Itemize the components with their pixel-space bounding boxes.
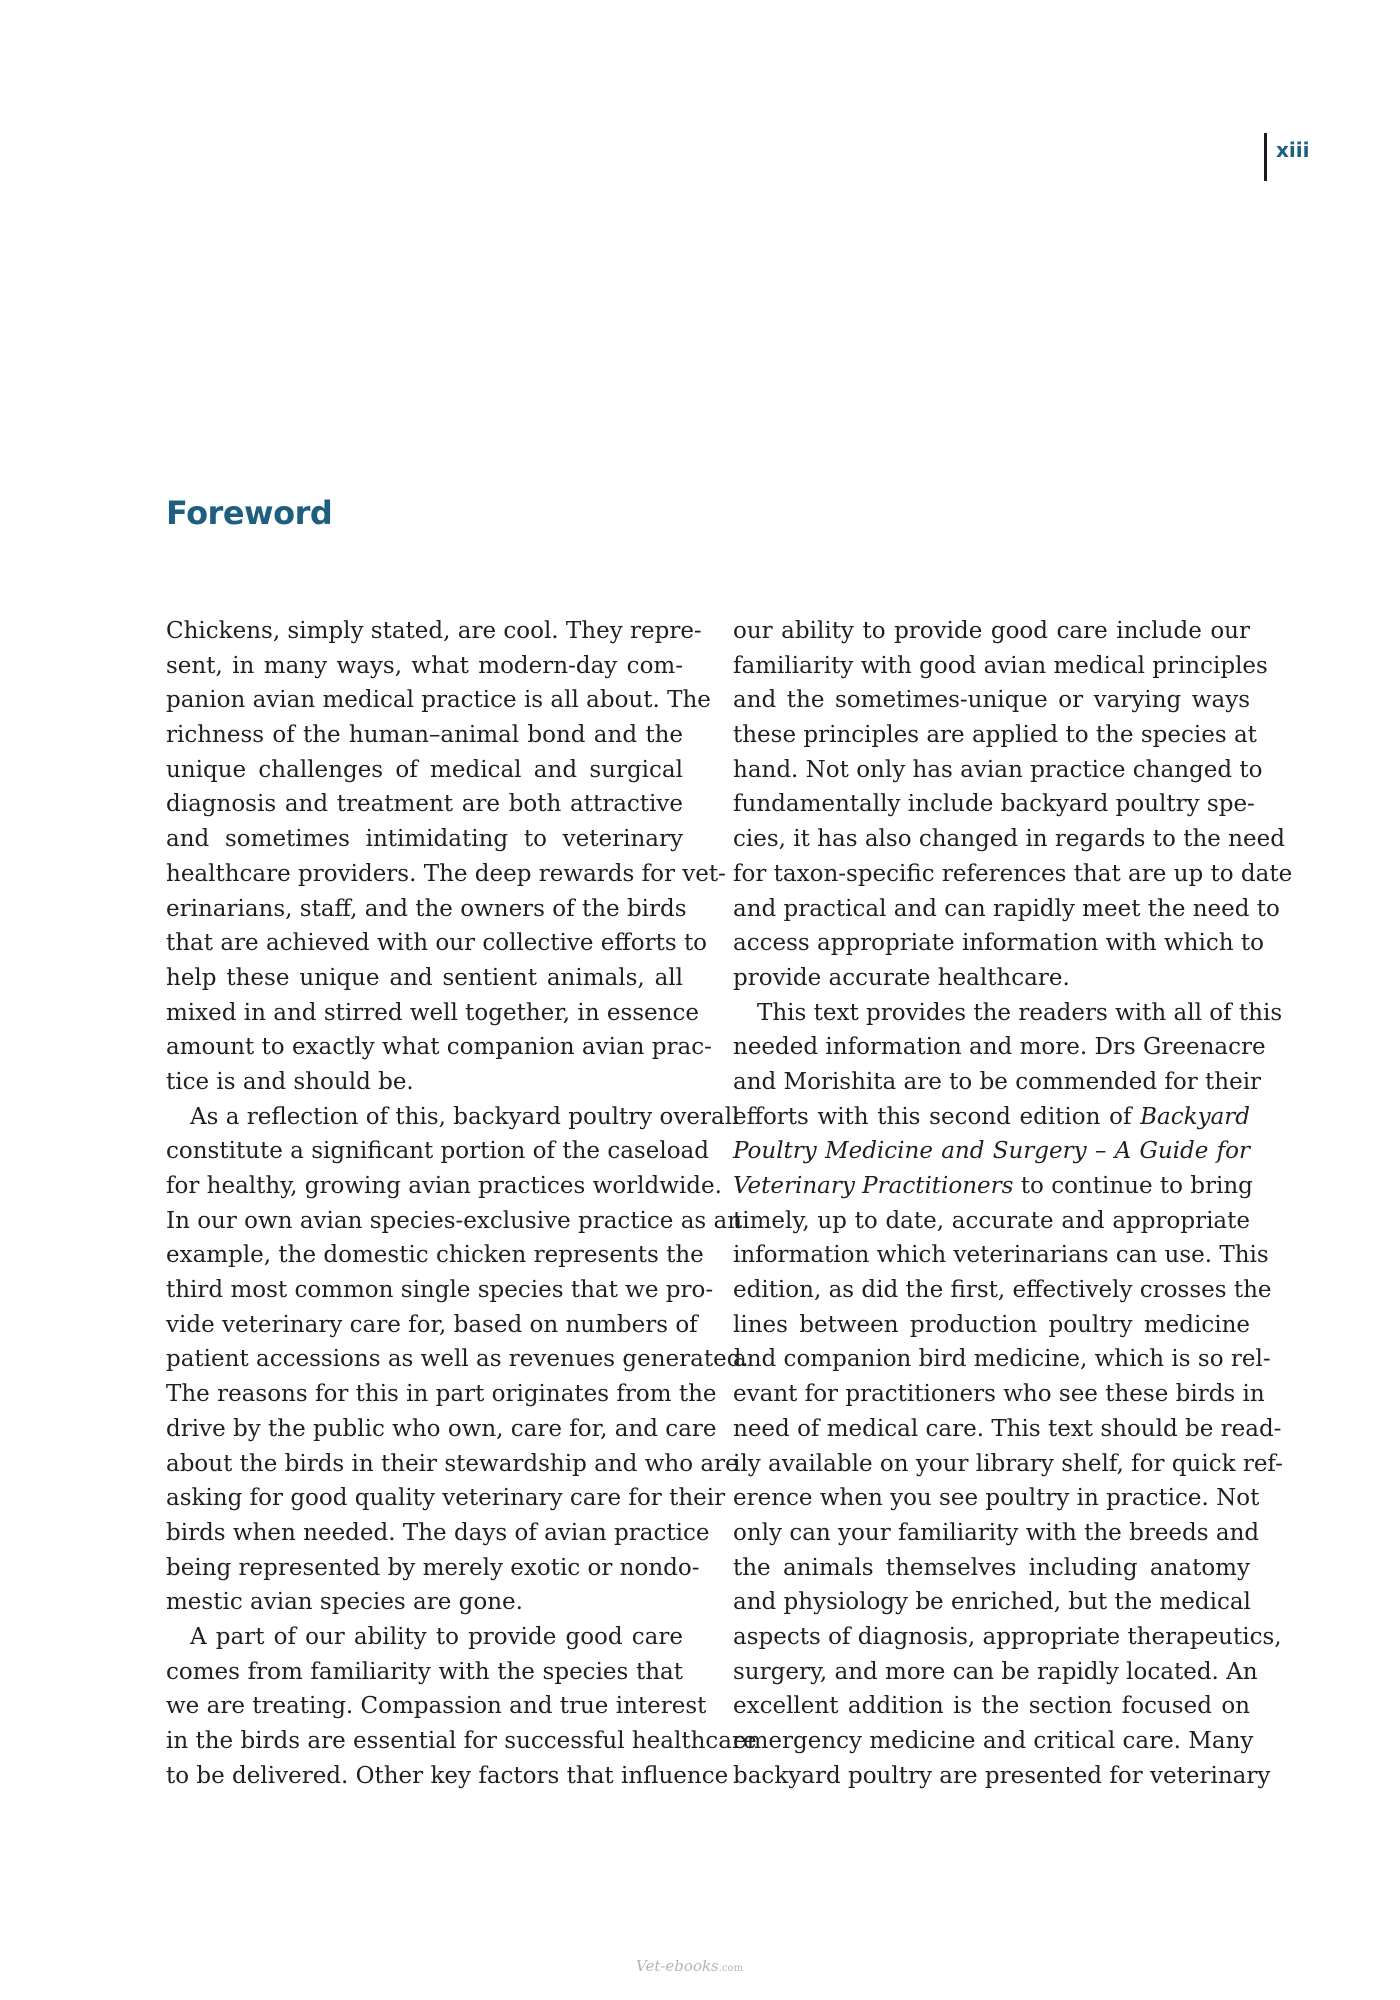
text-line: that are achieved with our collective efforts to xyxy=(166,930,708,957)
text-line: ily available on your library shelf, for quick ref- xyxy=(733,1450,1283,1477)
text-line: backyard poultry are presented for veterinary xyxy=(733,1762,1271,1789)
left-text-column xyxy=(166,614,757,1793)
text-line: aspects of diagnosis, appropriate therapeutics, xyxy=(733,1623,1282,1650)
text-line: As a reflection of this, backyard poultry overall xyxy=(190,1103,740,1130)
watermark-suffix: .com xyxy=(718,1963,744,1974)
watermark-logo xyxy=(636,1957,743,1975)
text-segment: to continue to bring xyxy=(1013,1173,1253,1199)
text-line: This text provides the readers with all of this xyxy=(757,999,1283,1026)
text-line: timely, up to date, accurate and appropriate xyxy=(733,1207,1250,1234)
page-number: xiii xyxy=(1264,133,1309,181)
text-line: richness of the human–animal bond and the xyxy=(166,722,683,749)
text-line: help these unique and sentient animals, all xyxy=(166,964,683,991)
text-line: these principles are applied to the species at xyxy=(733,722,1257,749)
text-line: needed information and more. Drs Greenacre xyxy=(733,1034,1266,1061)
text-line: the animals themselves including anatomy xyxy=(733,1554,1250,1581)
text-line: and Morishita are to be commended for their xyxy=(733,1068,1262,1095)
text-line: access appropriate information with which to xyxy=(733,930,1264,957)
text-line: provide accurate healthcare. xyxy=(733,964,1070,991)
text-line: for healthy, growing avian practices worldwide. xyxy=(166,1173,722,1199)
text-line: familiarity with good avian medical principles xyxy=(733,652,1268,679)
text-line: drive by the public who own, care for, and care xyxy=(166,1415,717,1442)
text-segment: efforts with this second edition of xyxy=(733,1103,1141,1130)
text-line: lines between production poultry medicine xyxy=(733,1311,1250,1338)
watermark-name: Vet-ebooks xyxy=(636,1957,719,1975)
text-line: amount to exactly what companion avian prac- xyxy=(166,1034,712,1061)
text-line xyxy=(733,1134,1250,1169)
book-title-part: Veterinary Practitioners xyxy=(733,1173,1014,1199)
text-line: information which veterinarians can use. This xyxy=(733,1242,1269,1269)
text-line: only can your familiarity with the breeds and xyxy=(733,1519,1260,1546)
text-line xyxy=(733,1100,1250,1135)
book-title-part: Backyard xyxy=(1140,1103,1250,1130)
text-line: vide veterinary care for, based on numbers of xyxy=(166,1311,698,1338)
right-text-column xyxy=(733,614,1293,1793)
text-line: birds when needed. The days of avian practice xyxy=(166,1519,710,1546)
text-line: about the birds in their stewardship and who are xyxy=(166,1450,739,1477)
text-line: comes from familiarity with the species that xyxy=(166,1658,683,1685)
text-line: patient accessions as well as revenues generated. xyxy=(166,1346,749,1373)
text-line: mestic avian species are gone. xyxy=(166,1589,523,1616)
text-line: cies, it has also changed in regards to the need xyxy=(733,826,1285,853)
text-line: constitute a significant portion of the caseload xyxy=(166,1138,709,1165)
text-line: In our own avian species-exclusive practice as an xyxy=(166,1207,743,1234)
text-line: excellent addition is the section focused on xyxy=(733,1693,1250,1720)
text-line: edition, as did the first, effectively crosses the xyxy=(733,1277,1272,1304)
text-line: tice is and should be. xyxy=(166,1068,414,1095)
text-line: and physiology be enriched, but the medical xyxy=(733,1589,1251,1616)
chapter-title: Foreword xyxy=(166,494,333,532)
text-line: hand. Not only has avian practice changed to xyxy=(733,756,1263,783)
text-line: evant for practitioners who see these birds in xyxy=(733,1381,1265,1408)
text-line xyxy=(733,1169,1253,1204)
text-line: and companion bird medicine, which is so rel- xyxy=(733,1346,1271,1373)
text-line: sent, in many ways, what modern-day com- xyxy=(166,652,683,679)
text-line: panion avian medical practice is all about. The xyxy=(166,687,711,714)
text-line: emergency medicine and critical care. Many xyxy=(733,1728,1254,1754)
text-line: Chickens, simply stated, are cool. They repre- xyxy=(166,618,702,644)
text-line: asking for good quality veterinary care for their xyxy=(166,1485,726,1512)
text-line: surgery, and more can be rapidly located. An xyxy=(733,1658,1258,1685)
text-line: healthcare providers. The deep rewards for vet- xyxy=(166,860,726,887)
text-line: example, the domestic chicken represents the xyxy=(166,1242,704,1269)
text-line: mixed in and stirred well together, in essence xyxy=(166,999,699,1026)
text-line: in the birds are essential for successful healthcare xyxy=(166,1728,757,1754)
text-line: and practical and can rapidly meet the need to xyxy=(733,895,1280,922)
text-line: we are treating. Compassion and true interest xyxy=(166,1693,707,1720)
text-line: to be delivered. Other key factors that influence xyxy=(166,1762,729,1789)
text-line: and the sometimes-unique or varying ways xyxy=(733,687,1250,714)
text-line: our ability to provide good care include our xyxy=(733,618,1250,644)
text-line: being represented by merely exotic or nondo- xyxy=(166,1554,700,1581)
text-line: The reasons for this in part originates from the xyxy=(166,1381,717,1408)
text-line: and sometimes intimidating to veterinary xyxy=(166,826,683,853)
text-line: A part of our ability to provide good care xyxy=(190,1623,683,1650)
text-line: erence when you see poultry in practice. Not xyxy=(733,1485,1260,1512)
text-line: unique challenges of medical and surgical xyxy=(166,756,683,783)
text-line: erinarians, staff, and the owners of the birds xyxy=(166,895,687,922)
book-title-part: Poultry Medicine and Surgery – A Guide for xyxy=(733,1138,1250,1165)
text-line: for taxon-specific references that are up to date xyxy=(733,860,1293,887)
text-line: third most common single species that we pro- xyxy=(166,1277,714,1304)
text-line: diagnosis and treatment are both attractive xyxy=(166,791,683,818)
text-line: fundamentally include backyard poultry spe- xyxy=(733,791,1255,818)
text-line: need of medical care. This text should be read- xyxy=(733,1415,1282,1442)
